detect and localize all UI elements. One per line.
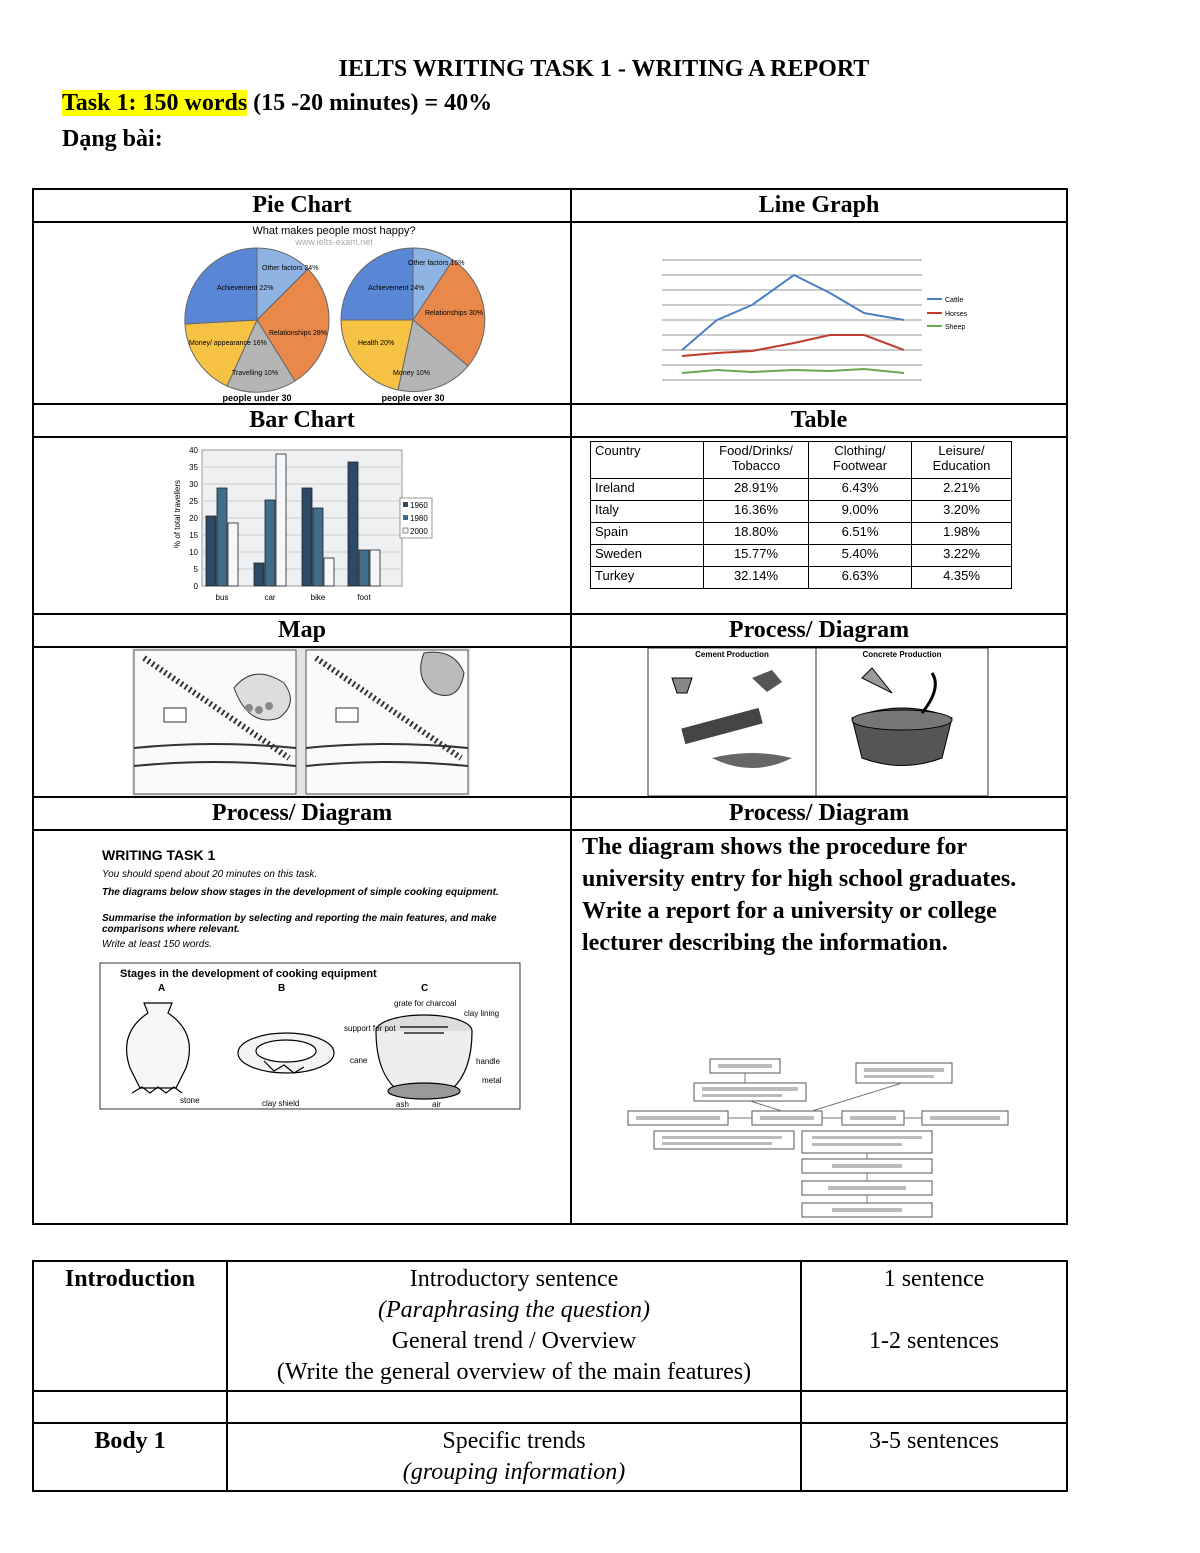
pie-label: Relationships 28% xyxy=(269,330,327,337)
table-cell: 1.98% xyxy=(912,523,1012,545)
spacer-cell xyxy=(33,1391,227,1423)
ytick: 20 xyxy=(189,514,198,523)
bar xyxy=(324,558,334,586)
intro-content xyxy=(227,1261,801,1391)
process1-svg xyxy=(572,648,1066,796)
table-row xyxy=(591,567,1012,589)
pie-slice xyxy=(341,248,413,320)
part-label: ash xyxy=(396,1100,409,1109)
map-right xyxy=(306,650,468,794)
pie-chart-image xyxy=(34,223,570,403)
ytick: 35 xyxy=(189,463,198,472)
intro-sentence: Introductory sentence xyxy=(409,1266,619,1292)
pie-label: Other factors 16% xyxy=(408,260,465,267)
bar xyxy=(276,454,286,586)
overview-note: (Write the general overview of the main features) xyxy=(276,1359,752,1385)
part-label: cane xyxy=(350,1056,368,1065)
pie-label: Travelling 10% xyxy=(232,370,279,377)
flow-box xyxy=(654,1131,794,1149)
wt-wordcount: Write at least 150 words. xyxy=(102,939,213,950)
body1-text: Specific trends xyxy=(442,1428,586,1454)
line-graph-svg xyxy=(572,223,1066,403)
ytick: 40 xyxy=(189,446,198,455)
wt-instruction: You should spend about 20 minutes on this task. xyxy=(102,869,318,880)
bar-chart-heading: Bar Chart xyxy=(33,404,571,437)
table-cell: 6.51% xyxy=(809,523,912,545)
ytick: 15 xyxy=(189,531,198,540)
wt-prompt: The diagrams below show stages in the development of simple cooking equipment. xyxy=(102,887,499,898)
pie-label: Relationships 30% xyxy=(425,310,483,317)
table-heading: Table xyxy=(571,404,1067,437)
intro-counts xyxy=(801,1261,1067,1391)
process1-heading: Process/ Diagram xyxy=(571,614,1067,647)
table-image xyxy=(572,438,1066,613)
ytick: 25 xyxy=(189,497,198,506)
part-label: support for pot xyxy=(344,1024,396,1033)
part-label: clay shield xyxy=(262,1099,300,1108)
university-flowchart xyxy=(572,831,1066,1223)
body1-content xyxy=(227,1423,801,1491)
pie-chart-heading: Pie Chart xyxy=(33,189,571,222)
task-summary xyxy=(62,90,492,117)
bar xyxy=(265,500,275,586)
bar-cat: bike xyxy=(310,593,326,602)
bar xyxy=(206,516,216,586)
pie-watermark: www.ielts-exam.net xyxy=(295,237,373,247)
table-cell: Spain xyxy=(591,523,704,545)
table-cell: 32.14% xyxy=(704,567,809,589)
table-cell: Italy xyxy=(591,501,704,523)
table-row xyxy=(591,523,1012,545)
pie-right-caption: people over 30 xyxy=(381,393,445,403)
table-cell: 3.20% xyxy=(912,501,1012,523)
legend-item: 1960 xyxy=(410,501,428,510)
bar-cat: bus xyxy=(215,593,229,602)
process1-image xyxy=(572,648,1066,796)
table-header: Leisure/ Education xyxy=(912,442,1012,479)
line-gridlines xyxy=(662,260,922,380)
spacer-cell xyxy=(227,1391,801,1423)
description-text: The diagram shows the procedure for university entry for high school graduates. xyxy=(582,834,1017,892)
bar xyxy=(370,550,380,586)
legend-horses: Horses xyxy=(945,311,968,318)
table-cell: 6.63% xyxy=(809,567,912,589)
table-header: Food/Drinks/ Tobacco xyxy=(704,442,809,479)
bar xyxy=(302,488,312,586)
bar-chart-image xyxy=(34,438,570,613)
ytick: 5 xyxy=(193,565,198,574)
task-types-grid xyxy=(32,188,1068,1225)
part-label: metal xyxy=(482,1076,502,1085)
table-header: Country xyxy=(591,442,704,479)
pie-label: Money 10% xyxy=(393,370,430,377)
intro-label: Introduction xyxy=(33,1261,227,1391)
table-row xyxy=(591,501,1012,523)
flow-box xyxy=(856,1063,952,1083)
report-structure-table xyxy=(32,1260,1068,1492)
table-cell: 2.21% xyxy=(912,479,1012,501)
intro-count: 1 sentence xyxy=(883,1266,985,1292)
spending-table xyxy=(590,441,1012,589)
line-graph-image xyxy=(572,223,1066,403)
bar-legend xyxy=(400,498,432,538)
table-row xyxy=(591,545,1012,567)
map-image xyxy=(34,648,570,796)
legend-cattle: Cattle xyxy=(945,297,964,304)
part-label: grate for charcoal xyxy=(394,999,457,1008)
stage-letter: A xyxy=(158,983,166,994)
cement-title: Cement Production xyxy=(695,650,769,659)
pie-left xyxy=(185,248,329,392)
body1-count: 3-5 sentences xyxy=(801,1423,1067,1491)
bar-yticks xyxy=(189,446,198,591)
flow-box xyxy=(802,1131,932,1153)
bar-cat: car xyxy=(264,593,276,602)
line-series-sheep xyxy=(682,369,904,373)
bar xyxy=(228,523,238,586)
pie-label: Other factors 24% xyxy=(262,265,319,272)
pie-charts-svg xyxy=(34,223,570,403)
table-cell: 4.35% xyxy=(912,567,1012,589)
table-cell: Sweden xyxy=(591,545,704,567)
bar-ylabel: % of total travellers xyxy=(173,479,182,548)
intro-paraphrase: (Paraphrasing the question) xyxy=(378,1297,650,1323)
spacer-cell xyxy=(801,1391,1067,1423)
ytick: 30 xyxy=(189,480,198,489)
flow-box xyxy=(694,1083,806,1101)
pie-title: What makes people most happy? xyxy=(252,225,416,237)
stage-letter: C xyxy=(421,983,429,994)
task-duration: (15 -20 minutes) = 40% xyxy=(247,90,493,116)
table-cell: 3.22% xyxy=(912,545,1012,567)
table-cell: Ireland xyxy=(591,479,704,501)
body1-label: Body 1 xyxy=(33,1423,227,1491)
table-cell: 15.77% xyxy=(704,545,809,567)
body1-note: (grouping information) xyxy=(402,1459,626,1485)
map-left xyxy=(134,650,296,794)
stages-title: Stages in the development of cooking equipment xyxy=(120,968,377,980)
pie-label: Money/ appearance 16% xyxy=(189,340,267,347)
table-cell: 6.43% xyxy=(809,479,912,501)
pie-label: Achievement 22% xyxy=(217,285,274,292)
bar-cat: foot xyxy=(357,593,371,602)
overview-label: General trend / Overview xyxy=(391,1328,637,1354)
table-cell: 9.00% xyxy=(809,501,912,523)
bar xyxy=(217,488,227,586)
ytick: 0 xyxy=(193,582,198,591)
part-label: clay lining xyxy=(464,1009,500,1018)
map-heading: Map xyxy=(33,614,571,647)
line-series-cattle xyxy=(682,275,904,350)
pie-left-caption: people under 30 xyxy=(222,393,292,403)
task-types-label: Dạng bài: xyxy=(62,126,163,152)
stage-b-shield xyxy=(238,1033,334,1073)
table-header: Clothing/ Footwear xyxy=(809,442,912,479)
table-cell: 28.91% xyxy=(704,479,809,501)
ytick: 10 xyxy=(189,548,198,557)
instruction-text: Write a report for a university or college lecturer describing the information. xyxy=(582,898,997,956)
legend-sheep: Sheep xyxy=(945,324,966,331)
bar xyxy=(359,550,369,586)
stage-letter: B xyxy=(278,983,286,994)
pie-right xyxy=(341,248,485,392)
line-legend xyxy=(927,297,968,331)
table-cell: 18.80% xyxy=(704,523,809,545)
table-cell: Turkey xyxy=(591,567,704,589)
process2-image xyxy=(34,831,570,1223)
table-cell: 16.36% xyxy=(704,501,809,523)
bar-chart-svg xyxy=(34,438,570,613)
legend-item: 2000 xyxy=(410,527,428,536)
bar xyxy=(348,462,358,586)
overview-count: 1-2 sentences xyxy=(869,1328,999,1354)
page-title: IELTS WRITING TASK 1 - WRITING A REPORT xyxy=(338,56,870,82)
process3-cell xyxy=(572,831,1066,1223)
process2-heading: Process/ Diagram xyxy=(33,797,571,830)
concrete-title: Concrete Production xyxy=(862,650,942,659)
legend-item: 1980 xyxy=(410,514,428,523)
wt-title: WRITING TASK 1 xyxy=(102,847,216,863)
map-svg xyxy=(34,648,570,796)
table-cell: 5.40% xyxy=(809,545,912,567)
line-graph-heading: Line Graph xyxy=(571,189,1067,222)
pie-label: Health 20% xyxy=(358,340,395,347)
bar-categories xyxy=(216,593,372,602)
line-series-horses xyxy=(682,335,904,356)
pie-label: Achievement 24% xyxy=(368,285,425,292)
table-row xyxy=(591,479,1012,501)
part-label: stone xyxy=(180,1096,200,1105)
cooking-equipment-svg xyxy=(34,831,570,1223)
bar xyxy=(254,563,264,586)
task-highlight: Task 1: 150 words xyxy=(62,90,248,116)
wt-summarise: Summarise the information by selecting and reporting the main features, and make comparisons where relevant. xyxy=(102,913,497,935)
part-label: air xyxy=(432,1100,441,1109)
process3-heading: Process/ Diagram xyxy=(571,797,1067,830)
part-label: handle xyxy=(476,1057,501,1066)
bar xyxy=(313,508,323,586)
